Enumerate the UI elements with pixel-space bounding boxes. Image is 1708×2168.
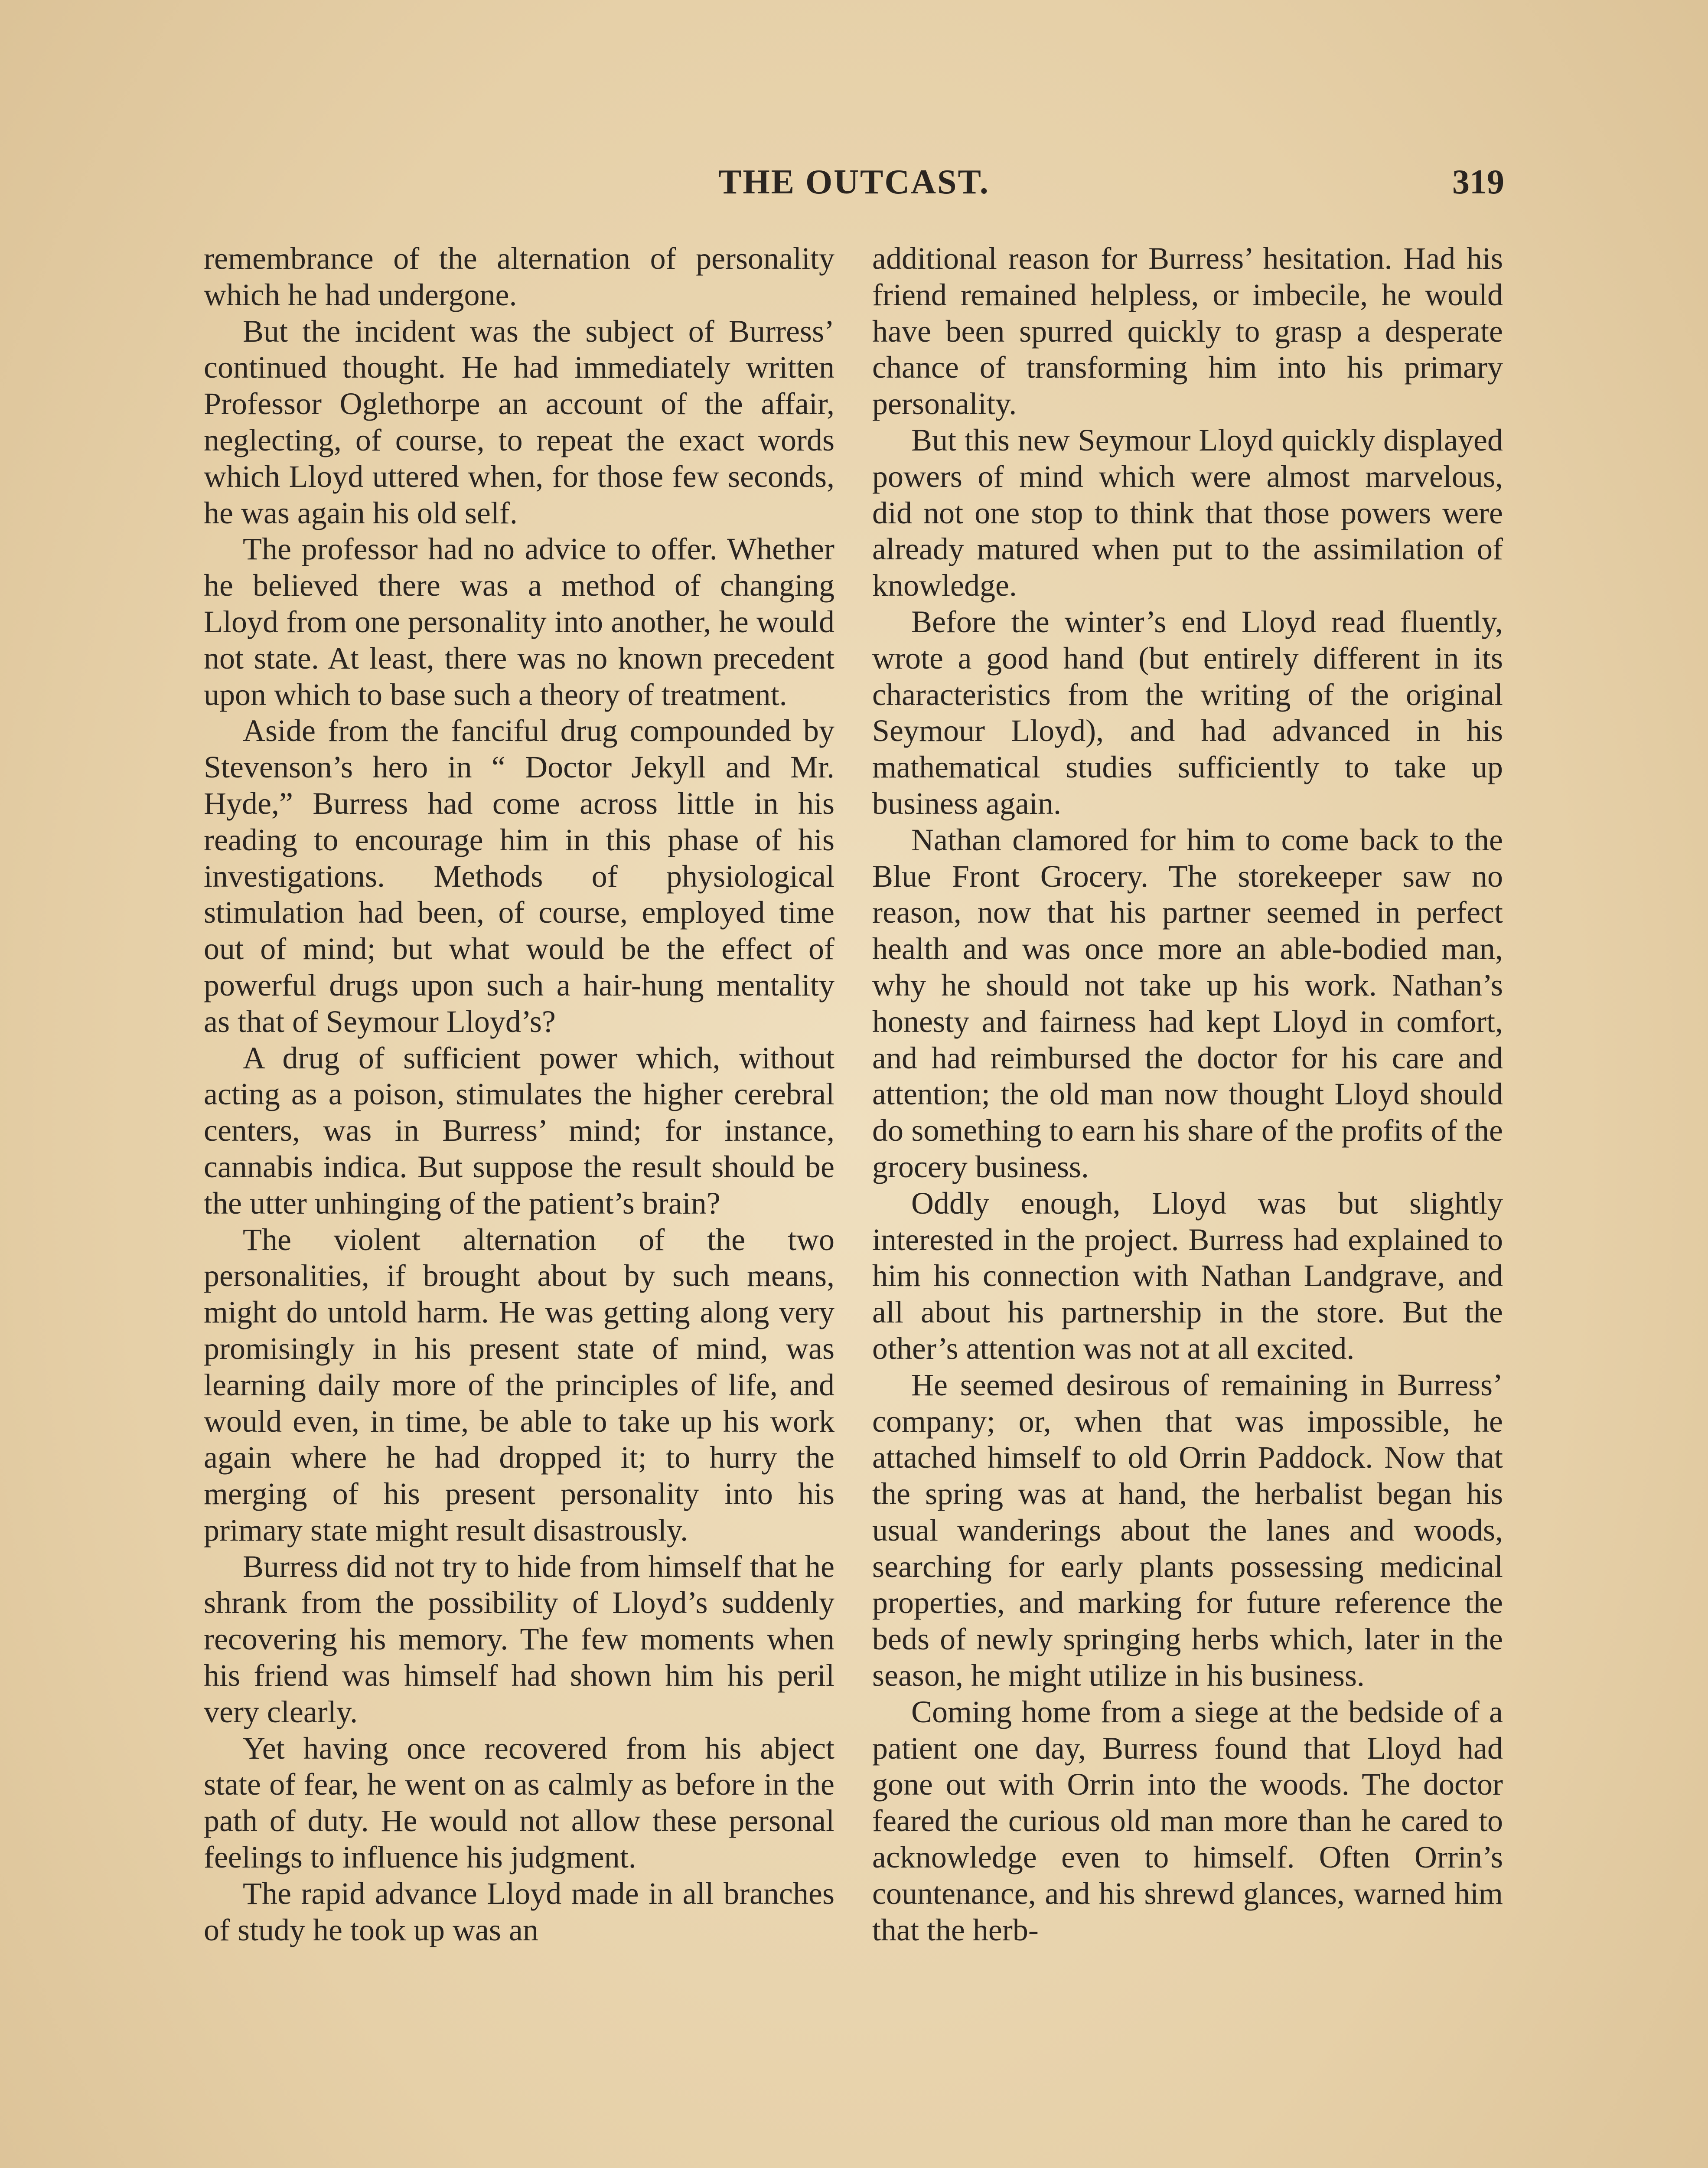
paragraph: Nathan clamored for him to come back to the Blue Front Grocery. The storekeeper saw no reason, now that his partner seemed in perfect health and was once more an able-bodied man, why he should not take up his work. Nathan’s honesty and fairness had kept Lloyd in comfort, and had reimbursed the doctor for his care and attention; the old man now thought Lloyd should do something to earn his share of the profits of the grocery business. xyxy=(872,822,1503,1184)
left-column xyxy=(204,241,834,1948)
running-title: THE OUTCAST. xyxy=(718,163,990,201)
paragraph: Yet having once recovered from his abject state of fear, he went on as calmly as before in the path of duty. He would not allow these personal feelings to influence his judgment. xyxy=(204,1730,834,1875)
paragraph: additional reason for Burress’ hesitation. Had his friend remained helpless, or imbecile, he would have been spurred quickly to grasp a desperate chance of transforming him into his primary personality. xyxy=(872,241,1503,421)
paragraph: But the incident was the subject of Burress’ continued thought. He had immediately written Professor Oglethorpe an account of the affair, neglecting, of course, to repeat the exact words which Lloyd uttered when, for those few seconds, he was again his old self. xyxy=(204,313,834,530)
paragraph: Oddly enough, Lloyd was but slightly interested in the project. Burress had explained to him his connection with Nathan Landgrave, and all about his partnership in the store. But the other’s attention was not at all excited. xyxy=(872,1185,1503,1366)
page-number: 319 xyxy=(1452,163,1504,201)
page-header xyxy=(204,163,1504,215)
paragraph: The rapid advance Lloyd made in all branches of study he took up was an xyxy=(204,1876,834,1947)
paragraph: The violent alternation of the two personalities, if brought about by such means, might do untold harm. He was getting along very promisingly in his present state of mind, was learning daily more of the principles of life, and would even, in time, be able to take up his work again where he had dropped it; to hurry the merging of his present personality into his primary state might result disastrously. xyxy=(204,1222,834,1548)
paragraph: A drug of sufficient power which, without acting as a poison, stimulates the higher cerebral centers, was in Burress’ mind; for instance, cannabis indica. But suppose the result should be the utter unhinging of the patient’s brain? xyxy=(204,1040,834,1221)
paragraph: remembrance of the alternation of personality which he had undergone. xyxy=(204,241,834,312)
paragraph: Before the winter’s end Lloyd read fluently, wrote a good hand (but entirely different in its characteristics from the writing of the original Seymour Lloyd), and had advanced in his mathematical studies sufficiently to take up business again. xyxy=(872,604,1503,821)
paragraph: But this new Seymour Lloyd quickly displayed powers of mind which were almost marvelous, did not one stop to think that those powers were already matured when put to the assimilation of knowledge. xyxy=(872,422,1503,603)
paragraph: Coming home from a siege at the bedside of a patient one day, Burress found that Lloyd had gone out with Orrin into the woods. The doctor feared the curious old man more than he cared to acknowledge even to himself. Often Orrin’s countenance, and his shrewd glances, warned him that the herb- xyxy=(872,1694,1503,1947)
right-column xyxy=(872,241,1503,1948)
paragraph: Aside from the fanciful drug compounded by Stevenson’s hero in “ Doctor Jekyll and Mr. Hyde,” Burress had come across little in his reading to encourage him in this phase of his investigations. Methods of physiological stimulation had been, of course, employed time out of mind; but what would be the effect of powerful drugs upon such a hair-hung mentality as that of Seymour Lloyd’s? xyxy=(204,713,834,1039)
paragraph: The professor had no advice to offer. Whether he believed there was a method of changing Lloyd from one personality into another, he would not state. At least, there was no known precedent upon which to base such a theory of treatment. xyxy=(204,532,834,712)
paragraph: He seemed desirous of remaining in Burress’ company; or, when that was impossible, he attached himself to old Orrin Paddock. Now that the spring was at hand, the herbalist began his usual wanderings about the lanes and woods, searching for early plants possessing medicinal properties, and marking for future reference the beds of newly springing herbs which, later in the season, he might utilize in his business. xyxy=(872,1367,1503,1693)
paragraph: Burress did not try to hide from himself that he shrank from the possibility of Lloyd’s suddenly recovering his memory. The few moments when his friend was himself had shown him his peril very clearly. xyxy=(204,1549,834,1729)
